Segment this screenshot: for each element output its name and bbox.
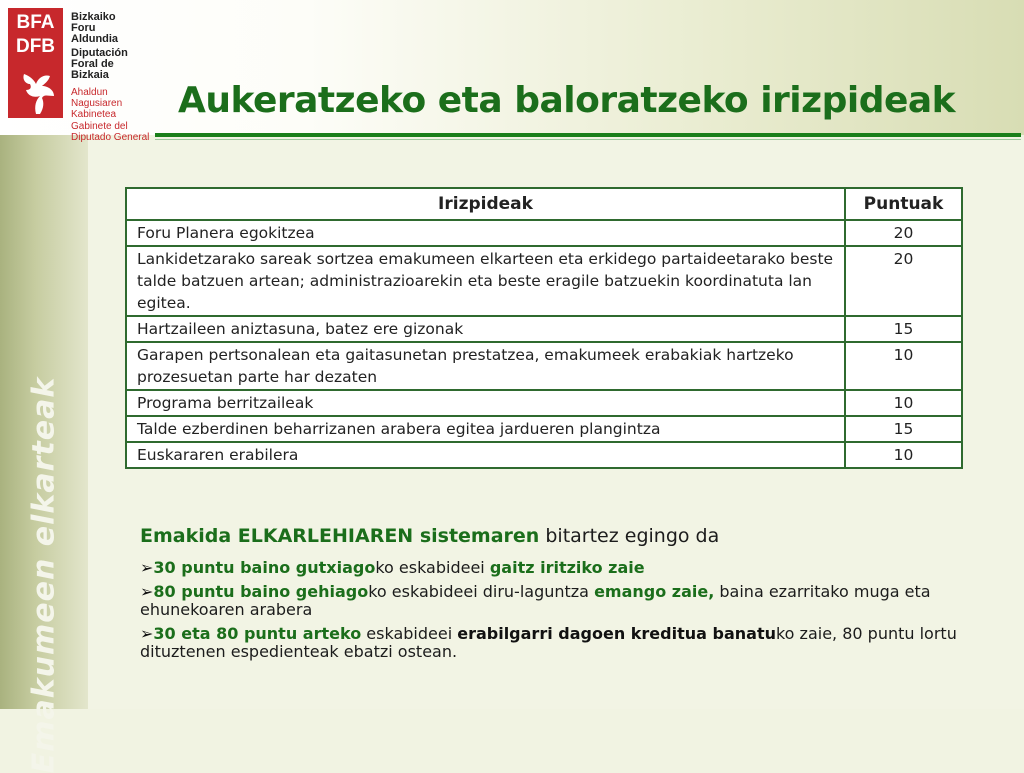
title-rule — [155, 133, 1021, 137]
points-cell: 10 — [845, 390, 962, 416]
logo-line2: DFB — [15, 36, 56, 57]
points-cell: 20 — [845, 246, 962, 316]
arrow-bullet-icon: ➢ — [140, 624, 154, 643]
item-bold-3: emango zaie, — [594, 582, 715, 601]
table-row — [126, 316, 962, 342]
system-lead-bold: Emakida ELKARLEHIAREN sistemaren — [140, 525, 540, 547]
points-cell: 20 — [845, 220, 962, 246]
criteria-table — [125, 187, 963, 469]
list-item — [140, 559, 960, 577]
system-section — [140, 525, 960, 667]
item-text-2: ko eskabideei diru-laguntza — [368, 582, 595, 601]
points-cell: 10 — [845, 442, 962, 468]
page-title: Aukeratzeko eta baloratzeko irizpideak — [178, 80, 956, 121]
item-text-2: ko eskabideei — [375, 558, 490, 577]
system-lead-rest: bitartez egingo da — [539, 525, 720, 547]
org-name-eu: Bizkaiko Foru Aldundia — [71, 11, 119, 45]
item-bold-3: erabilgarri dagoen kreditua banatu — [457, 624, 776, 643]
logo-line1: BFA — [16, 12, 55, 33]
criterion-cell: Foru Planera egokitzea — [126, 220, 845, 246]
logo-text — [71, 12, 161, 143]
header-points: Puntuak — [845, 188, 962, 220]
item-text-4: baina ezarritako muga eta ehunekoaren arabera — [140, 582, 931, 619]
table-row — [126, 416, 962, 442]
office-name-eu: Ahaldun Nagusiaren Kabinetea — [71, 87, 123, 120]
logo — [8, 8, 63, 118]
table-row — [126, 342, 962, 390]
side-panel — [0, 135, 88, 773]
side-label: Emakumeen elkarteak — [26, 376, 62, 773]
oak-leaf-icon — [14, 70, 58, 116]
title-rule-thin — [155, 139, 1021, 140]
list-item — [140, 625, 960, 661]
criterion-cell: Talde ezberdinen beharrizanen arabera egitea jardueren plangintza — [126, 416, 845, 442]
criterion-cell: Lankidetzarako sareak sortzea emakumeen elkarteen eta erkidego partaideetarako beste talde batzuen artean; administrazioarekin eta beste eragile batzuekin koordinatuta lan egitea. — [126, 246, 845, 316]
table-row — [126, 390, 962, 416]
table-row — [126, 442, 962, 468]
item-bold-1: 80 puntu baino gehiago — [153, 582, 369, 601]
points-cell: 15 — [845, 416, 962, 442]
points-cell: 10 — [845, 342, 962, 390]
item-text-4: ko zaie, 80 puntu lortu dituztenen espedienteak ebatzi ostean. — [140, 624, 957, 661]
criterion-cell: Euskararen erabilera — [126, 442, 845, 468]
system-lead — [140, 525, 960, 547]
arrow-bullet-icon: ➢ — [140, 558, 154, 577]
arrow-bullet-icon: ➢ — [140, 582, 154, 601]
criterion-cell: Hartzaileen aniztasuna, batez ere gizonak — [126, 316, 845, 342]
points-cell: 15 — [845, 316, 962, 342]
criterion-cell: Programa berritzaileak — [126, 390, 845, 416]
table-row — [126, 220, 962, 246]
office-name-es: Gabinete del Diputado General — [71, 121, 150, 143]
item-bold-1: 30 puntu baino gutxiago — [153, 558, 376, 577]
criterion-cell: Garapen pertsonalean eta gaitasunetan prestatzea, emakumeek erabakiak hartzeko prozesuetan parte har dezaten — [126, 342, 845, 390]
item-text-2: eskabideei — [361, 624, 458, 643]
list-item — [140, 583, 960, 619]
item-bold-3: gaitz iritziko zaie — [489, 558, 645, 577]
item-bold-1: 30 eta 80 puntu arteko — [153, 624, 362, 643]
table-row — [126, 246, 962, 316]
org-name-es: Diputación Foral de Bizkaia — [71, 47, 128, 81]
table-header-row — [126, 188, 962, 220]
header-criteria: Irizpideak — [126, 188, 845, 220]
